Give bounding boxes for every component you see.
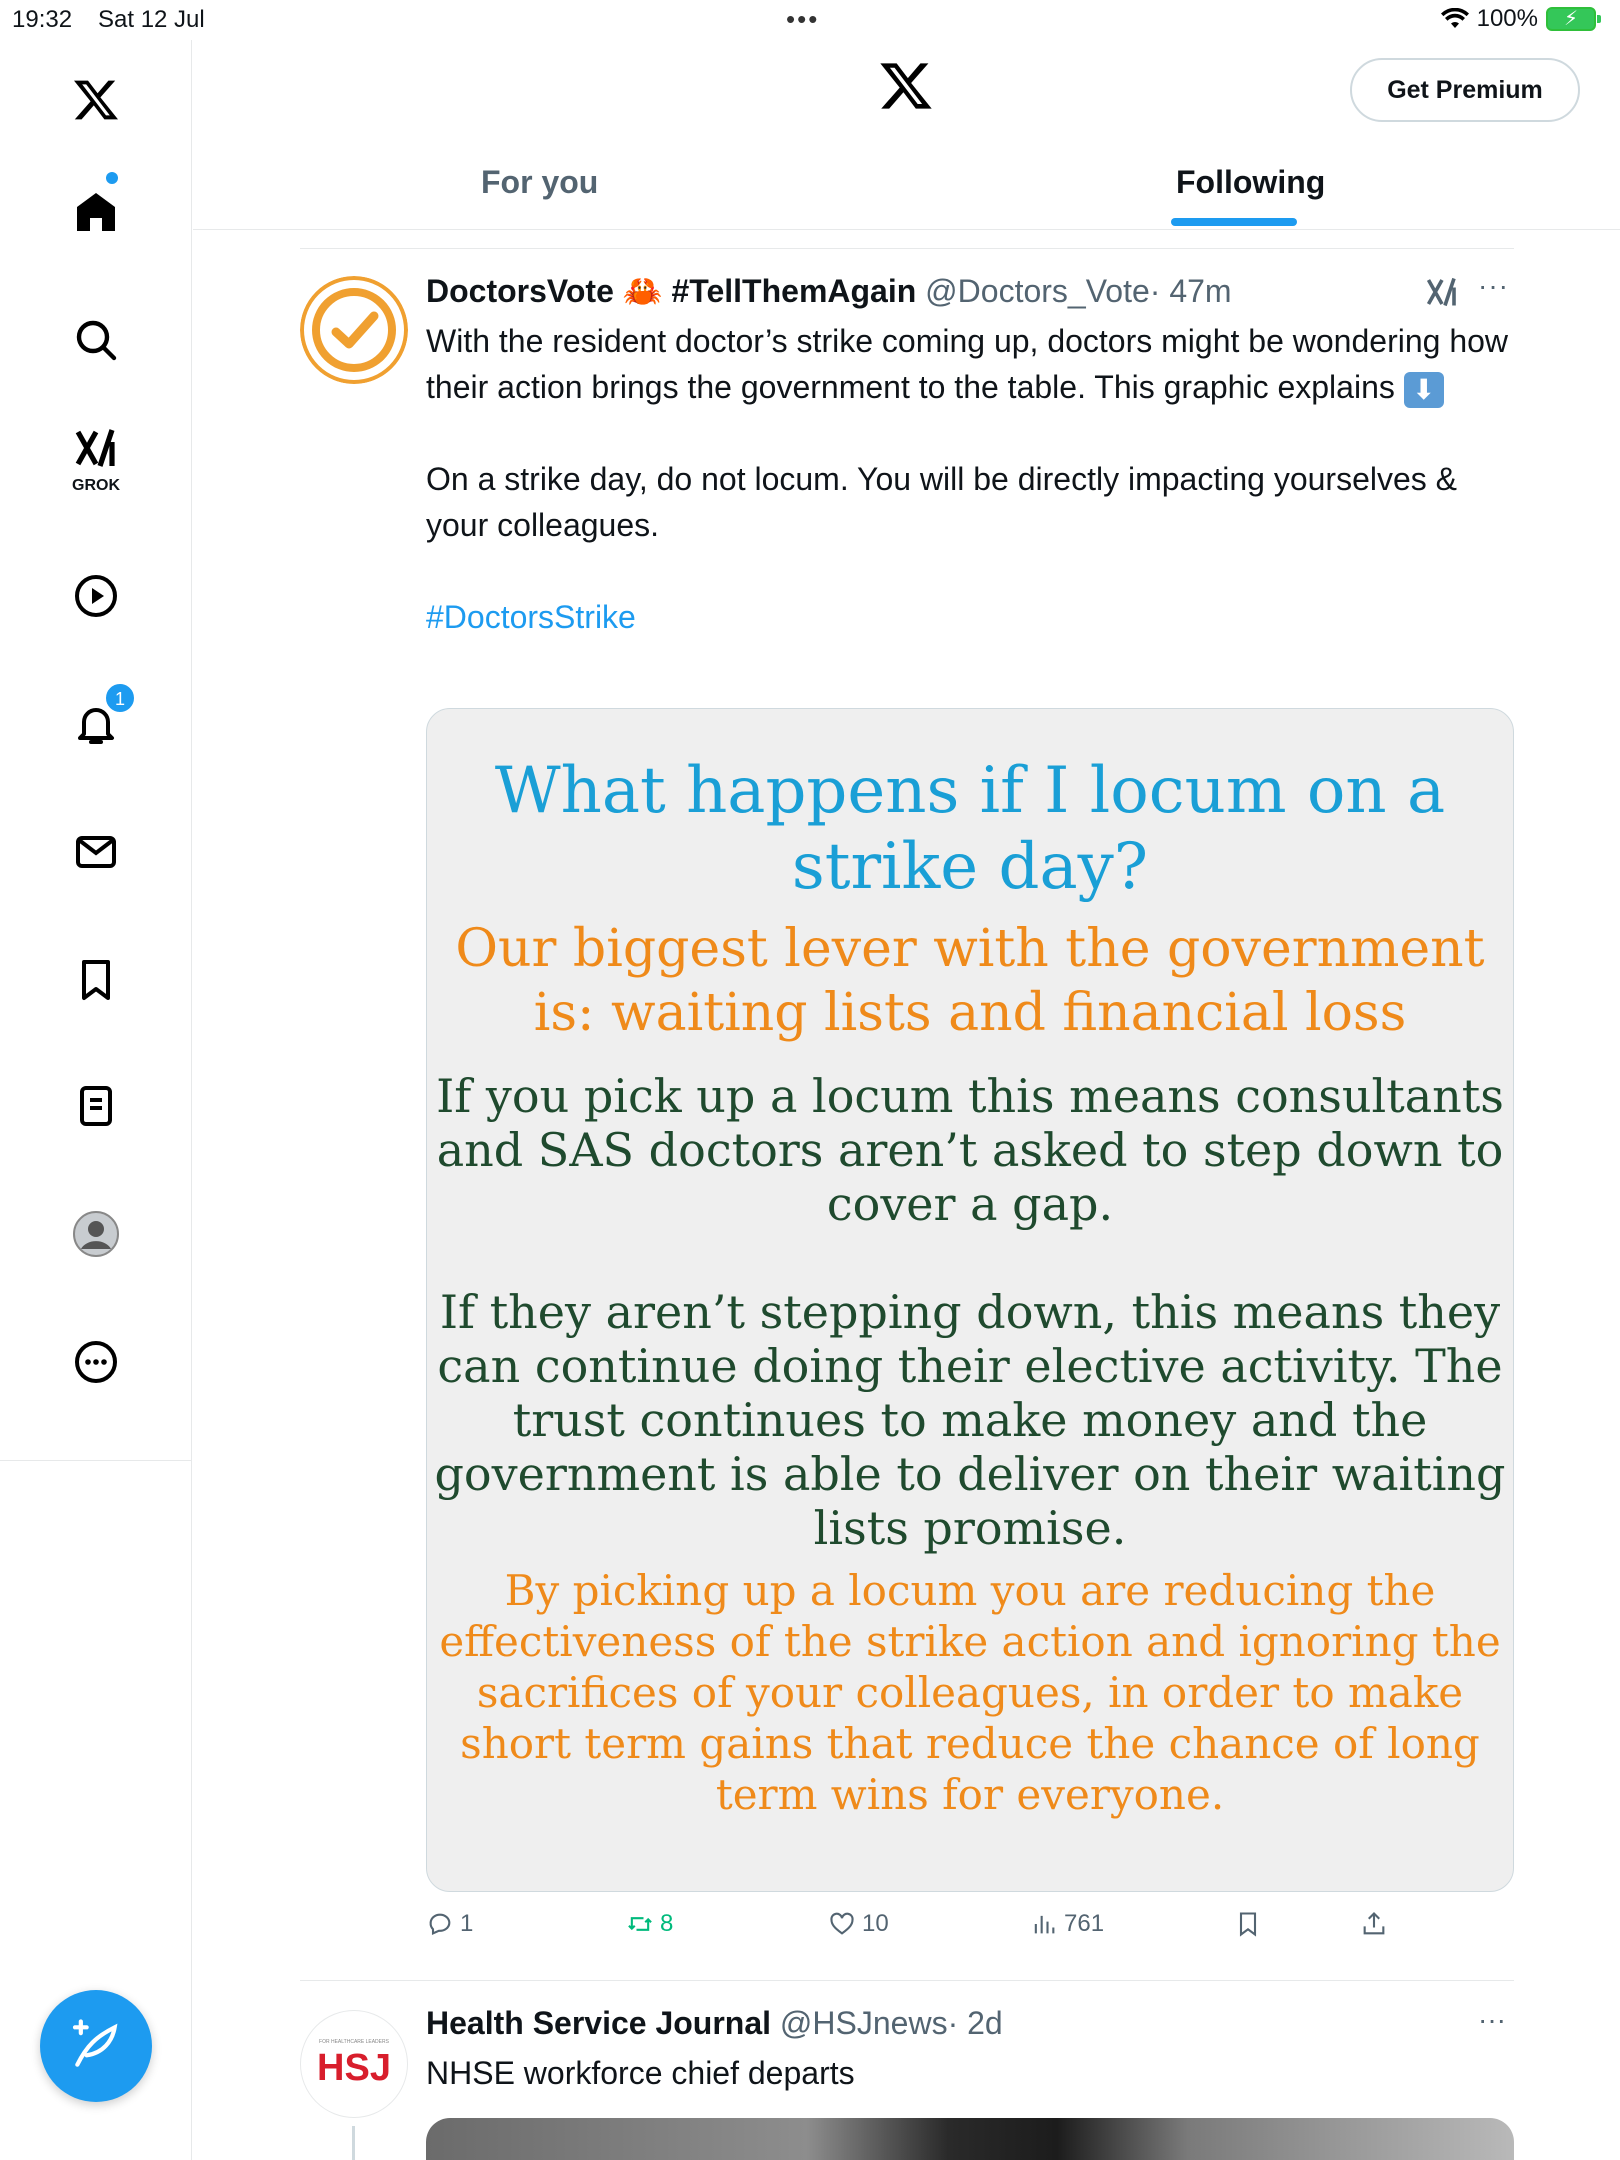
bookmarks-icon[interactable] bbox=[66, 950, 126, 1010]
battery-percent: 100% bbox=[1476, 5, 1538, 32]
tweet-image[interactable] bbox=[426, 708, 1514, 1892]
home-icon[interactable] bbox=[66, 182, 126, 242]
get-premium-button[interactable]: Get Premium bbox=[1350, 58, 1580, 122]
lists-icon[interactable] bbox=[66, 1076, 126, 1136]
down-arrow-icon: ⬇ bbox=[1404, 372, 1444, 408]
bookmark-icon bbox=[1234, 1910, 1262, 1938]
tab-following[interactable]: Following bbox=[1176, 164, 1326, 200]
thread-line bbox=[352, 2126, 355, 2160]
share-button[interactable] bbox=[1360, 1910, 1388, 1938]
video-icon[interactable] bbox=[66, 566, 126, 626]
tab-for-you[interactable]: For you bbox=[481, 164, 599, 200]
bookmark-button[interactable] bbox=[1234, 1910, 1262, 1938]
multitasking-dots-icon[interactable]: ••• bbox=[786, 4, 820, 34]
x-logo-icon[interactable] bbox=[66, 70, 126, 130]
grok-icon[interactable] bbox=[66, 418, 126, 478]
search-icon[interactable] bbox=[66, 310, 126, 370]
author-name[interactable]: DoctorsVote 🦀 #TellThemAgain bbox=[426, 273, 917, 309]
tweet-header bbox=[426, 2005, 1003, 2042]
status-time: 19:32 bbox=[12, 6, 73, 33]
timeline-tabs bbox=[193, 150, 1620, 230]
tweet-more-icon[interactable]: ··· bbox=[1478, 270, 1509, 301]
share-icon bbox=[1360, 1910, 1388, 1938]
selected-tab-indicator bbox=[1171, 218, 1297, 226]
image-paragraph-2: If they aren’t stepping down, this means they can continue doing their elective activity. The trust continues to make money and the government is able to deliver on their waiting lists promise. bbox=[434, 1285, 1506, 1555]
status-bar bbox=[0, 0, 1620, 40]
like-button[interactable] bbox=[828, 1910, 889, 1938]
author-handle[interactable]: @HSJnews bbox=[779, 2005, 948, 2041]
hsj-logo: HSJ bbox=[317, 2047, 391, 2089]
nav-divider bbox=[0, 1460, 192, 1461]
author-handle[interactable]: @Doctors_Vote bbox=[925, 273, 1150, 309]
views-chart-icon bbox=[1030, 1910, 1058, 1938]
grok-label: GROK bbox=[72, 477, 120, 494]
retweet-count: 8 bbox=[660, 1910, 674, 1937]
reply-icon bbox=[426, 1910, 454, 1938]
wifi-icon bbox=[1441, 8, 1469, 30]
more-options-icon[interactable] bbox=[66, 1332, 126, 1392]
home-new-dot bbox=[106, 172, 118, 184]
like-count: 10 bbox=[862, 1910, 889, 1937]
x-logo-icon bbox=[878, 58, 934, 119]
avatar[interactable]: FOR HEALTHCARE LEADERS HSJ bbox=[300, 2010, 408, 2118]
reply-button[interactable] bbox=[426, 1910, 473, 1938]
tweet-text bbox=[426, 318, 1516, 640]
reply-count: 1 bbox=[460, 1910, 474, 1937]
retweet-button[interactable] bbox=[626, 1910, 673, 1938]
avatar[interactable] bbox=[300, 276, 408, 384]
hashtag-link[interactable]: #DoctorsStrike bbox=[426, 599, 636, 635]
profile-avatar-icon[interactable] bbox=[66, 1204, 126, 1264]
image-paragraph-1: If you pick up a locum this means consultants and SAS doctors aren’t asked to step down to cover a gap. bbox=[436, 1069, 1504, 1231]
sidebar-nav bbox=[0, 40, 192, 2160]
image-paragraph-3: By picking up a locum you are reducing the effectiveness of the strike action and ignoring the sacrifices of your colleagues, in order to make short term gains that reduce the chance of long term wins for everyone. bbox=[439, 1566, 1501, 1819]
tweet-text-line2: On a strike day, do not locum. You will be directly impacting yourselves & your colleagues. bbox=[426, 461, 1458, 543]
views-count: 761 bbox=[1064, 1910, 1105, 1937]
author-name[interactable]: Health Service Journal bbox=[426, 2005, 772, 2041]
grok-explain-icon[interactable] bbox=[1424, 274, 1460, 315]
tweet-more-icon[interactable]: ··· bbox=[1478, 2004, 1506, 2035]
compose-feather-icon bbox=[68, 2018, 124, 2074]
tweet-actions bbox=[426, 1910, 1516, 1950]
battery-icon: ⚡ bbox=[1546, 7, 1596, 31]
tweet-text-line1: With the resident doctor’s strike coming up, doctors might be wondering how their action brings the government to the table. This graphic explains bbox=[426, 323, 1509, 405]
messages-icon[interactable] bbox=[66, 822, 126, 882]
tweet-image[interactable] bbox=[426, 2118, 1514, 2160]
tweet-time[interactable]: · 2d bbox=[947, 2005, 1003, 2041]
tweet-header bbox=[426, 272, 1232, 310]
divider bbox=[300, 1980, 1514, 1981]
tweet-text: NHSE workforce chief departs bbox=[426, 2055, 855, 2091]
views-button[interactable] bbox=[1030, 1910, 1104, 1938]
heart-icon bbox=[828, 1910, 856, 1938]
image-subtitle: Our biggest lever with the government is: waiting lists and financial loss bbox=[455, 919, 1485, 1043]
image-title: What happens if I locum on a strike day? bbox=[494, 754, 1446, 904]
tweet-time[interactable]: · 47m bbox=[1149, 273, 1232, 309]
notifications-badge: 1 bbox=[104, 682, 136, 714]
retweet-icon bbox=[626, 1910, 654, 1938]
compose-post-button[interactable] bbox=[40, 1990, 152, 2102]
divider bbox=[300, 248, 1514, 249]
status-date: Sat 12 Jul bbox=[98, 6, 205, 33]
